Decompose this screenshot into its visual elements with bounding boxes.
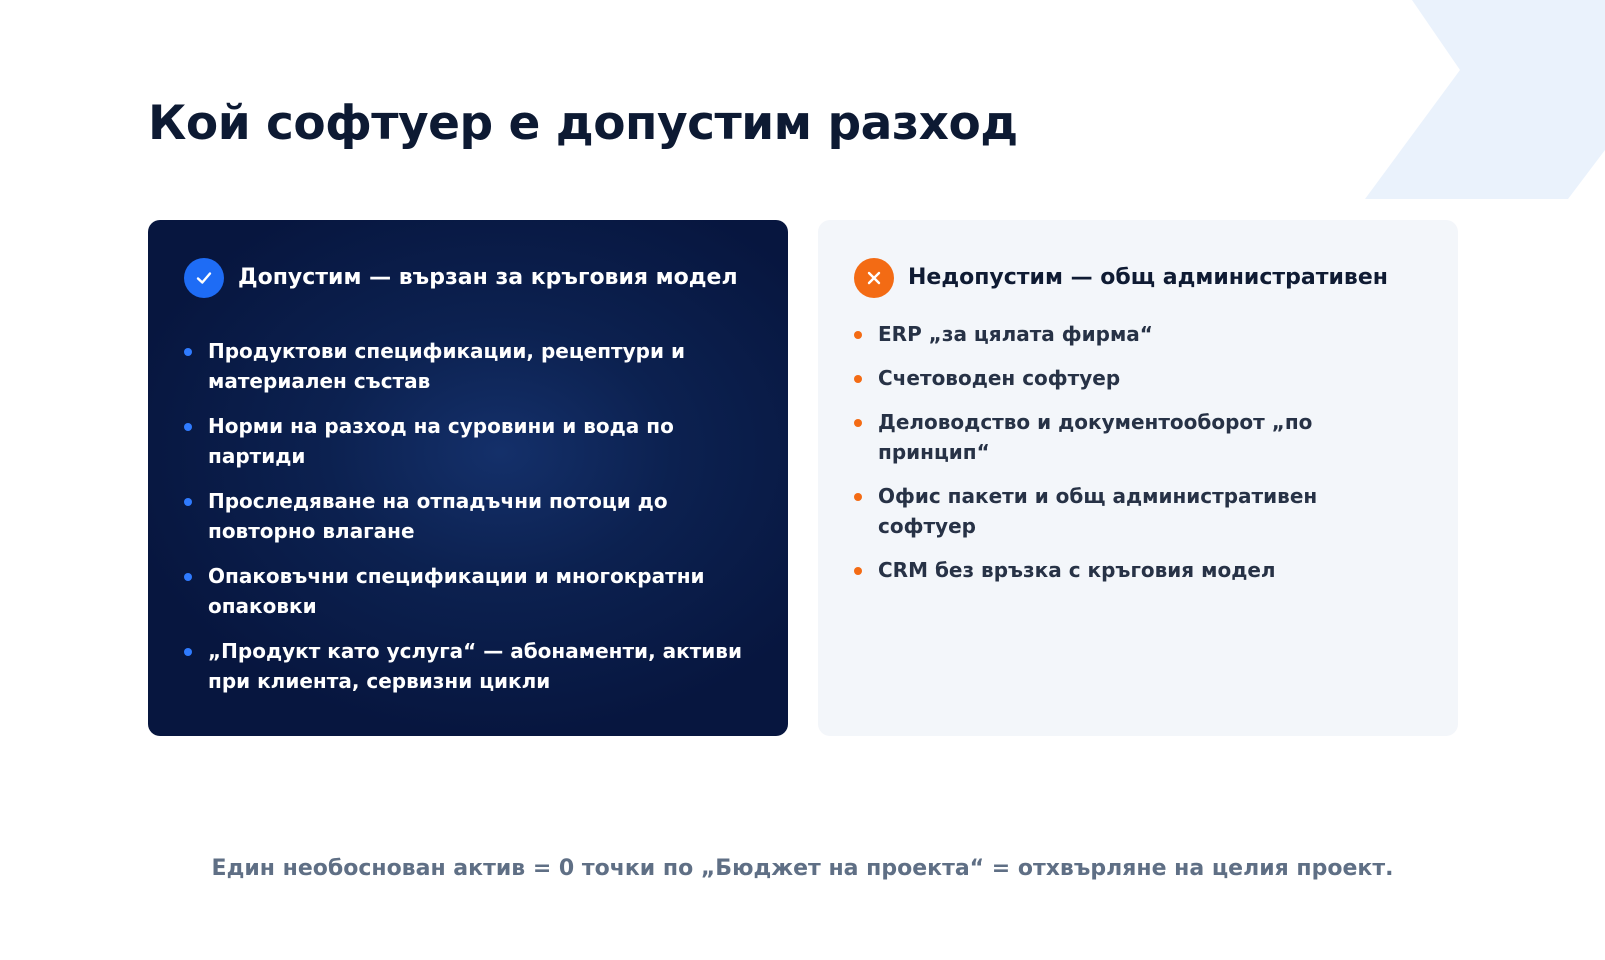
allowed-list-item (184, 411, 752, 471)
denied-list-item (854, 319, 1422, 349)
denied-list-item (854, 555, 1422, 585)
allowed-list-item (184, 486, 752, 546)
bullet-dot (854, 375, 862, 383)
denied-card-header (854, 258, 1422, 298)
allowed-list-item-text: Продуктови спецификации, рецептури и материален състав (208, 339, 685, 393)
denied-list-item-text: Офис пакети и общ административен софтуер (878, 484, 1318, 538)
page-title: Кой софтуер е допустим разход (148, 96, 1018, 151)
allowed-list-item (184, 636, 752, 696)
bullet-dot (184, 348, 192, 356)
allowed-list-item-text: Опаковъчни спецификации и многократни опаковки (208, 564, 705, 618)
allowed-list-item-text: „Продукт като услуга“ — абонаменти, активи при клиента, сервизни цикли (208, 639, 742, 693)
allowed-list-item-text: Норми на разход на суровини и вода по партиди (208, 414, 674, 468)
bullet-dot (184, 498, 192, 506)
bullet-dot (854, 567, 862, 575)
denied-list-item-text: ERP „за цялата фирма“ (878, 322, 1153, 346)
denied-list (854, 319, 1422, 599)
check-icon (184, 258, 224, 298)
denied-list-item-text: CRM без връзка с кръговия модел (878, 558, 1276, 582)
denied-list-item (854, 481, 1422, 541)
bullet-dot (854, 419, 862, 427)
bullet-dot (854, 493, 862, 501)
footer-note: Един необоснован актив = 0 точки по „Бюджет на проекта“ = отхвърляне на целия проект. (211, 856, 1394, 881)
bullet-dot (854, 331, 862, 339)
allowed-card (148, 220, 788, 736)
bullet-dot (184, 648, 192, 656)
denied-card-title: Недопустим — общ административен (908, 265, 1388, 290)
allowed-list-item-text: Проследяване на отпадъчни потоци до повторно влагане (208, 489, 668, 543)
denied-list-item (854, 407, 1422, 467)
close-icon (854, 258, 894, 298)
allowed-list-item (184, 561, 752, 621)
denied-list-item-text: Деловодство и документооборот „по принцип“ (878, 410, 1313, 464)
bullet-dot (184, 423, 192, 431)
allowed-card-header (184, 258, 752, 298)
allowed-list-item (184, 336, 752, 396)
denied-list-item-text: Счетоводен софтуер (878, 366, 1121, 390)
allowed-card-title: Допустим — вързан за кръговия модел (238, 265, 738, 290)
denied-card (818, 220, 1458, 736)
denied-list-item (854, 363, 1422, 393)
bullet-dot (184, 573, 192, 581)
allowed-list (184, 336, 752, 711)
